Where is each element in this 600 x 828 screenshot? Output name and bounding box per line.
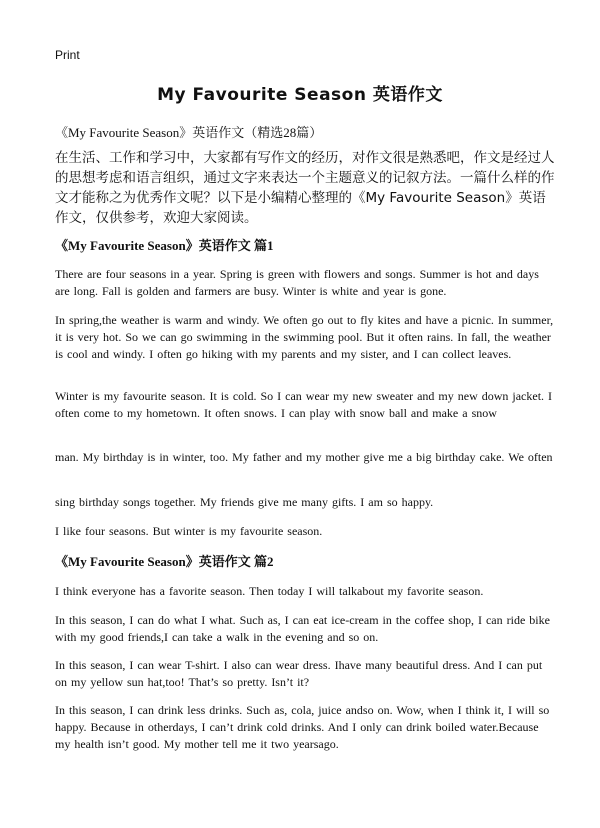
section2-paragraph-2: In this season, I can do what I what. Such as, I can eat ice-cream in the coffee shop, I can ride bike with my good friends,I can take a walk in the evening and so on.	[55, 613, 550, 644]
section1-paragraph-2: In spring,the weather is warm and windy. We often go out to fly kites and have a picnic. In summer, it is very hot. So we can go swimming in the swimming pool. But it often rains. In fall, the weather is cool and windy. I often go hiking with my parents and my sister, and I can collect leaves.	[55, 313, 554, 361]
section1-paragraph-4: man. My birthday is in winter, too. My father and my mother give me a big birthday cake. We often	[55, 450, 553, 464]
document-title: My Favourite Season 英语作文	[157, 85, 443, 105]
section2-paragraph-1: I think everyone has a favorite season. Then today I will talkabout my favorite season.	[55, 584, 484, 598]
section2-paragraph-3: In this season, I can wear T-shirt. I also can wear dress. Ihave many beautiful dress. And I can put on my yellow sun hat,too! That’s so pretty. Isn’t it?	[55, 658, 543, 689]
section1-paragraph-1: There are four seasons in a year. Spring is green with flowers and songs. Summer is hot and days are long. Fall is golden and farmers are busy. Winter is white and year is gone.	[55, 267, 539, 298]
section1-paragraph-6: I like four seasons. But winter is my favourite season.	[55, 524, 323, 538]
section-heading-2: 《My Favourite Season》英语作文 篇2	[55, 554, 274, 569]
section2-paragraph-4: In this season, I can drink less drinks. Such as, cola, juice andso on. Wow, when I think it, I will so happy. Because in otherdays, I can’t drink cold drinks. And I only can drink boiled water.Because my health isn’t good. My mother tell me it two yearsago.	[55, 703, 550, 751]
section1-paragraph-5: sing birthday songs together. My friends give me many gifts. I am so happy.	[55, 495, 434, 509]
intro-paragraph: 在生活、工作和学习中，大家都有写作文的经历，对作文很是熟悉吧，作文是经过人的思想考虑和语言组织，通过文字来表达一个主题意义的记叙方法。一篇什么样的作文才能称之为优秀作文呢？以下是小编精心整理的《My Favourite Season》英语作文，仅供参考，欢迎大家阅读。	[55, 150, 555, 226]
print-link[interactable]: Print	[55, 48, 80, 62]
document-subtitle: 《My Favourite Season》英语作文（精选28篇）	[55, 125, 323, 140]
section1-paragraph-3: Winter is my favourite season. It is cold. So I can wear my new sweater and my new down jacket. I often come to my hometown. It often snows. I can play with snow ball and make a snow	[55, 389, 553, 420]
section-heading-1: 《My Favourite Season》英语作文 篇1	[55, 238, 274, 253]
